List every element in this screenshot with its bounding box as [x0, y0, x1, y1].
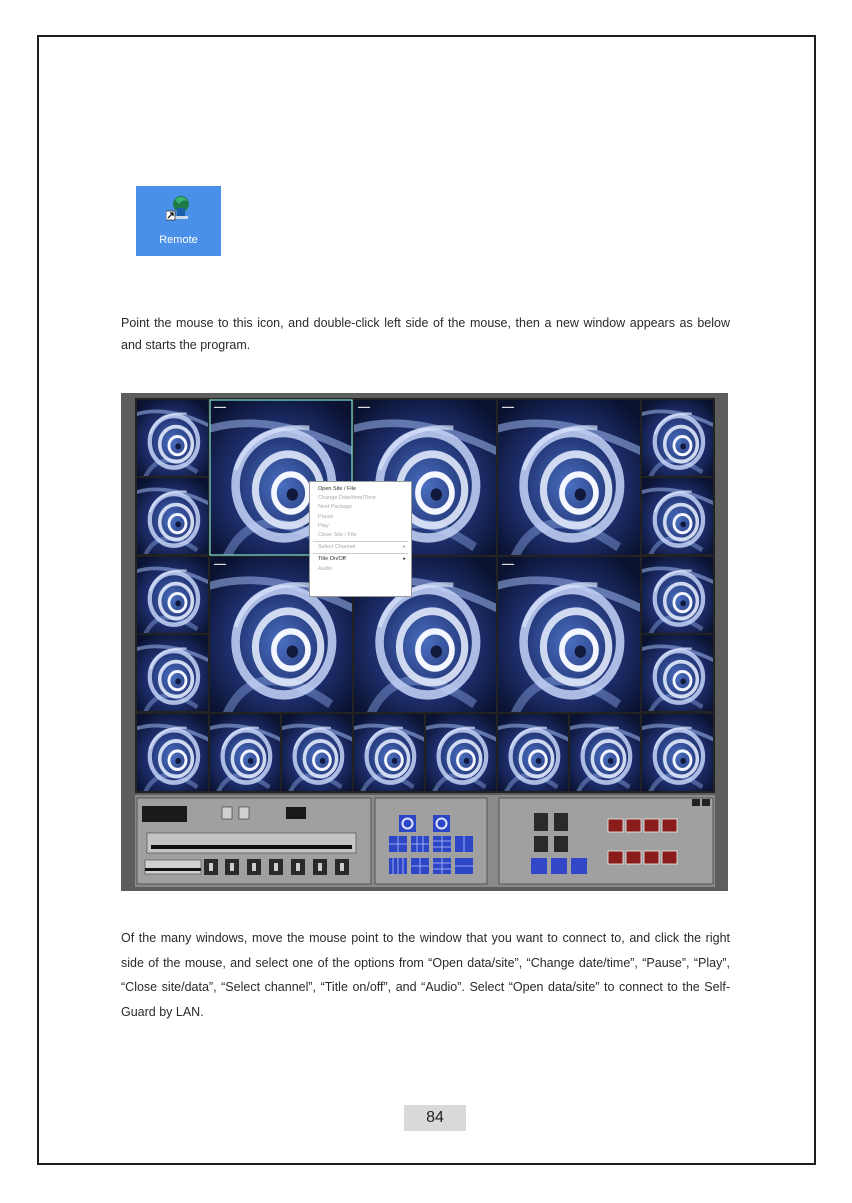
svg-text:▬▬▬: ▬▬▬ [502, 404, 514, 409]
svg-text:▬▬▬: ▬▬▬ [502, 561, 514, 566]
menu-item-next-package[interactable]: Next Package [318, 504, 353, 511]
svg-text:▬▬▬: ▬▬▬ [214, 561, 226, 566]
menu-item-select-channel[interactable] [310, 543, 411, 552]
menu-item-label: Title On/Off [318, 556, 346, 563]
menu-item-label: Select Channel [318, 544, 356, 551]
menu-item-change-date-time[interactable]: Change Date/time/Time [318, 495, 376, 502]
page-number: 84 [404, 1105, 466, 1131]
submenu-arrow-icon: ▸ [403, 544, 406, 551]
menu-item-pause[interactable]: Pause [318, 513, 334, 520]
remote-program-icon [166, 194, 192, 222]
menu-item-title-on-off[interactable] [310, 555, 411, 564]
remote-app-screenshot [121, 393, 728, 891]
context-menu [309, 481, 412, 597]
menu-item-audio[interactable]: Audio [318, 565, 333, 572]
svg-text:▬▬▬: ▬▬▬ [358, 404, 370, 409]
menu-item-open-site-file[interactable]: Open Site / File [318, 486, 356, 492]
menu-item-play[interactable]: Play [318, 522, 329, 529]
remote-desktop-icon[interactable] [136, 186, 221, 256]
menu-separator [313, 541, 408, 542]
intro-paragraph: Point the mouse to this icon, and double-click left side of the mouse, then a new window appears as below and starts the program. [121, 316, 730, 352]
menu-separator [313, 553, 408, 554]
svg-text:▬▬▬: ▬▬▬ [214, 404, 226, 409]
instructions-paragraph: Of the many windows, move the mouse point to the window that you want to connect to, and click the right side of the mouse, and select one of the options from “Open data/site”, “Change date/time”, “Pause”, “Play”, “Close site/data”, “Select channel”, “Title on/off”, and “Audio”. Select “Open data/site” to connect to the Self-Guard by LAN. [121, 931, 730, 1019]
camera-grid-screenshot [121, 393, 728, 891]
desktop-icon-label: Remote [159, 234, 198, 246]
menu-item-close-site-file[interactable]: Close Site / File [318, 531, 357, 538]
submenu-arrow-icon: ▸ [403, 556, 406, 563]
